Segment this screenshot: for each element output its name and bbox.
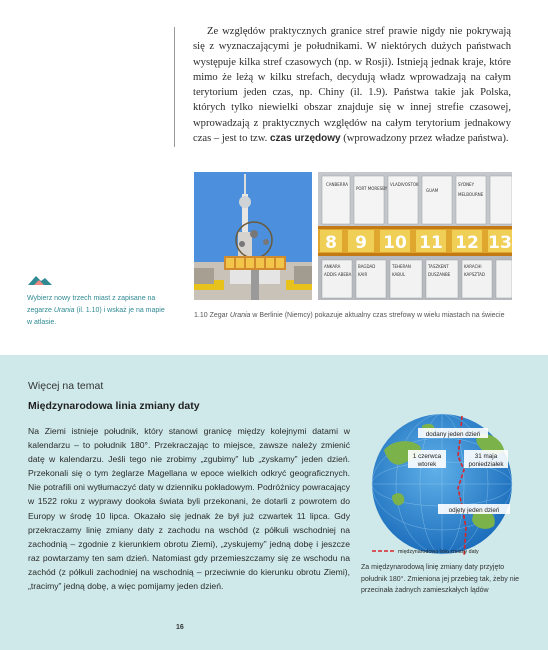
clock-num-1: 9 <box>355 233 367 253</box>
city-bottom-9: KAPSZTAD <box>464 272 485 277</box>
city-bottom-7: DUSZANBE <box>428 272 451 277</box>
clock-num-3: 11 <box>419 233 443 253</box>
task-text <box>27 293 165 329</box>
clock-num-5: 13 <box>488 233 512 253</box>
clock-num-0: 8 <box>325 233 337 253</box>
city-top-2: VLADIVOSTOK <box>390 182 419 187</box>
city-top-4: SYDNEY <box>458 182 475 187</box>
city-bottom-0: ANKARA <box>324 264 341 269</box>
caption-pre: Zegar <box>209 312 228 319</box>
bold-term: czas urzędowy <box>269 133 341 145</box>
city-top-1: PORT MORESBY <box>356 186 388 191</box>
globe-caption: Za międzynarodową linię zmiany daty przyjęto południk 180°. Zmieniona jej przebieg tak, żeby nie przecinała żadnych zamieszkałych lądów <box>361 564 520 595</box>
globe-label-removed: odjęty jeden dzień <box>448 507 500 514</box>
city-bottom-4: TEHERAN <box>392 264 411 269</box>
margin-rule <box>174 27 175 147</box>
box-title: Międzynarodowa linia zmiany daty <box>28 400 200 412</box>
caption-italic: Urania <box>229 312 251 319</box>
page-number: 16 <box>176 624 184 631</box>
photo-world-clock <box>318 172 512 300</box>
task-post: (il. 1.10) i wskaż je na mapie w atlasie. <box>27 307 165 326</box>
city-bottom-1: ADDIS ABEBA <box>324 272 352 277</box>
box-text: Na Ziemi istnieje południk, który stanowi granicę między kolejnymi datami w kalendarzu – to południk 180°. Przekraczając to miejsce, zawsze należy zmienić datę w kalendarzu. Jeśli tego nie zrobimy „zgubimy” lub „zyskamy” jeden dzień. Przekonali się o tym żeglarze Magellana w epoce wielkich odkryć geograficznych. Nie potrafili oni wytłumaczyć daty w dzienniku pokładowym. Podróżnicy powracający w 1522 roku z wyprawy dookoła świata byli przekonani, że dotarli z powrotem do Europy w środę 10 lipca. Okazało się jednak że był już czwartek 11 lipca. Gdy przekraczamy linię zmiany daty z zachodu na wschód (z półkuli wschodniej na zachodnią – zgodnie z kierunkiem obrotu Ziemi), „zyskujemy” jedną dobę i jeszcze raz powtarzamy ten sam dzień. Natomiast gdy przemieszczamy się ze wschodu na zachód (z półkuli zachodniej na wschodnią – przeciwnie do kierunku obrotu Ziemi), „tracimy” jedną dobę, a więc pomijamy jeden dzień. <box>28 426 350 592</box>
globe-label-day2-name: poniedziałek <box>468 461 504 468</box>
caption-number: 1.10 <box>194 312 208 319</box>
legend-text: międzynarodowa linia zmiany daty <box>398 549 479 555</box>
globe-label-day1: 1 czerwca <box>412 453 442 460</box>
paragraph-part2: (wprowadzony przez władze państwa). <box>343 133 509 145</box>
photo-caption <box>194 310 512 321</box>
globe-label-day2: 31 maja <box>474 453 498 460</box>
globe-label-day1-name: wtorek <box>417 461 437 468</box>
city-bottom-6: TASZKENT <box>428 264 449 269</box>
clock-num-2: 10 <box>383 233 407 253</box>
city-bottom-3: KAIR <box>358 272 368 277</box>
more-label: Więcej na temat <box>28 380 104 392</box>
task-italic: Urania <box>53 307 75 314</box>
globe-label-added: dodany jeden dzień <box>425 431 481 438</box>
city-bottom-8: KARACHI <box>464 264 482 269</box>
city-bottom-5: KABUL <box>392 272 406 277</box>
city-top-0: CANBERRA <box>326 182 348 187</box>
mountain-icon <box>27 272 53 286</box>
tv-tower-illustration <box>194 172 312 300</box>
globe-illustration <box>362 410 530 562</box>
main-paragraph <box>193 24 511 146</box>
city-bottom-2: BAGDAD <box>358 264 376 269</box>
world-clock-illustration <box>318 172 512 300</box>
caption-post: w Berlinie (Niemcy) pokazuje aktualny czas strefowy w wielu miastach na świecie <box>252 312 505 319</box>
city-top-5: MELBOURNE <box>458 192 484 197</box>
clock-num-4: 12 <box>455 233 479 253</box>
city-top-3: GUAM <box>426 188 439 193</box>
photo-tv-tower <box>194 172 312 300</box>
task-pre: Wybierz nowy trzech miast z zapisane na zegarze <box>27 295 156 314</box>
paragraph-part1: Ze względów praktycznych granice stref prawie nigdy nie pokrywają się z wyznaczającymi je południkami. W niektórych dużych państwach występuje kilka stref czasowych (np. w Rosji). Istnieją jednak kraje, które mimo że leżą w kilku strefach, decydują władz wprowadzają na całym terytorium jeden czas, np. Chiny (il. 1.9). Państwa takie jak Polska, których tylko niewielki obszar znajduje się w innej strefie czasowej, wprowadzają z praktycznych względów na całym terytorium jednakowy czas – jest to tzw. <box>193 26 511 145</box>
